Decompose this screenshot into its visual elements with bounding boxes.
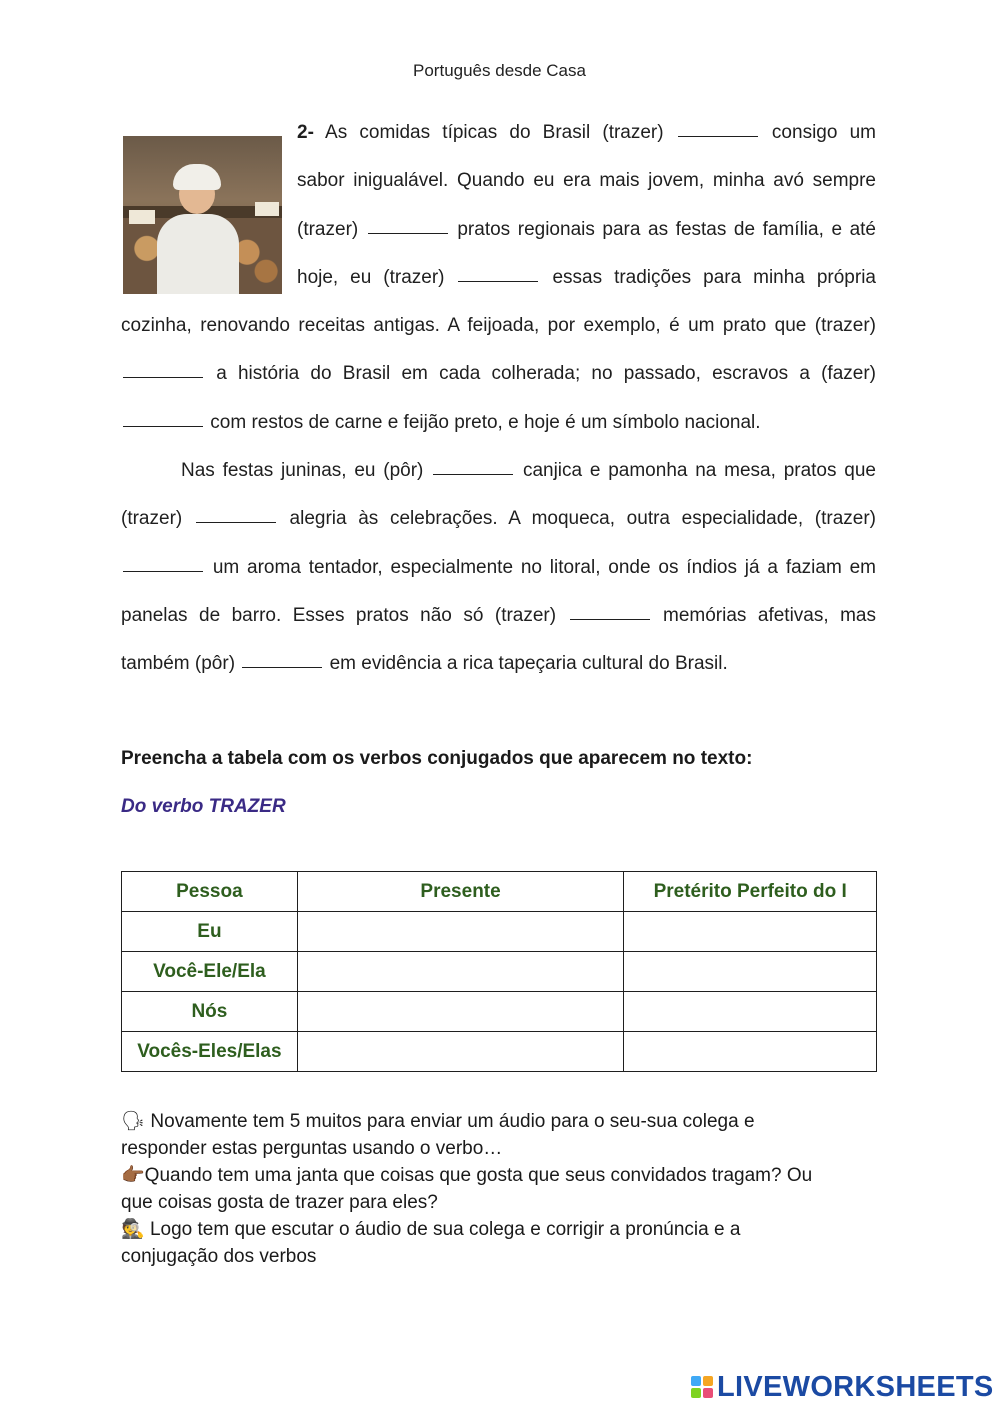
table-row (122, 992, 877, 1032)
detective-icon: 🕵 (121, 1218, 145, 1240)
answer-cell[interactable] (297, 912, 624, 952)
pointing-hand-icon: 👉🏾 (121, 1164, 145, 1186)
blank-8[interactable] (123, 570, 203, 572)
blank-2[interactable] (368, 232, 448, 234)
exercise-paragraph-2: Nas festas juninas, eu (pôr) canjica e pamonha na mesa, pratos que (trazer) alegria às celebrações. A moqueca, outra especialidade, (trazer) um aroma tentador, especialmente no litoral, onde os índios já a faziam em panelas de barro. Esses pratos não só (trazer) memórias afetivas, mas também (pôr) em evidência a rica tapeçaria cultural do Brasil. (121, 460, 877, 675)
answer-cell[interactable] (624, 912, 877, 952)
page-header: Português desde Casa (413, 61, 586, 80)
instruction-text: Preencha a tabela com os verbos conjugados que aparecem no texto: (121, 748, 753, 769)
logo-text: LIVEWORKSHEETS (717, 1370, 994, 1403)
answer-cell[interactable] (624, 992, 877, 1032)
blank-5[interactable] (123, 425, 203, 427)
table-row (122, 912, 877, 952)
answer-cell[interactable] (624, 952, 877, 992)
blank-6[interactable] (433, 473, 513, 475)
table-row (122, 1032, 877, 1072)
blank-9[interactable] (570, 618, 650, 620)
verb-title: Do verbo TRAZER (121, 796, 286, 817)
blank-1[interactable] (678, 135, 758, 137)
blank-10[interactable] (242, 666, 322, 668)
exercise-text-full: cozinha, renovando receitas antigas. A feijoada, por exemplo, é um prato que (trazer) a história do Brasil em cada colherada; no passado, escravos a (fazer) com restos de carne e feijão preto, e hoje é um símbolo nacional. (121, 315, 876, 433)
answer-cell[interactable] (624, 1032, 877, 1072)
row-label: Você-Ele/Ela (122, 952, 298, 992)
blank-3[interactable] (458, 280, 538, 282)
blank-7[interactable] (196, 521, 276, 523)
answer-cell[interactable] (297, 1032, 624, 1072)
speaking-head-icon: 🗣 (121, 1110, 146, 1132)
liveworksheets-logo (691, 1371, 994, 1403)
row-label: Nós (122, 992, 298, 1032)
row-label: Vocês-Eles/Elas (122, 1032, 298, 1072)
exercise-text-top: 2- As comidas típicas do Brasil (trazer) consigo um sabor inigualável. Quando eu era mais jovem, minha avó sempre (trazer) pratos regionais para as festas de família, e até hoje, eu (trazer) essas tradições para minha própria (297, 122, 876, 288)
exercise-number: 2- (297, 122, 314, 143)
table-row (122, 952, 877, 992)
logo-mark-icon (691, 1376, 713, 1398)
answer-cell[interactable] (297, 992, 624, 1032)
row-label: Eu (122, 912, 298, 952)
cook-photo (123, 136, 282, 294)
conjugation-table (121, 871, 877, 1072)
table-header-row (122, 872, 877, 912)
header-pessoa: Pessoa (122, 872, 298, 912)
audio-instructions: 🗣 Novamente tem 5 muitos para enviar um áudio para o seu-sua colega e responder estas perguntas usando o verbo… 👉🏾Quando tem uma janta que coisas que gosta que seus convidados tragam? Ou que coisas gosta de trazer para eles? 🕵 Logo tem que escutar o áudio de sua colega e corrigir a pronúncia e a conjugação dos verbos (121, 1110, 813, 1267)
header-presente: Presente (297, 872, 624, 912)
answer-cell[interactable] (297, 952, 624, 992)
header-preterito: Pretérito Perfeito do I (624, 872, 877, 912)
blank-4[interactable] (123, 376, 203, 378)
